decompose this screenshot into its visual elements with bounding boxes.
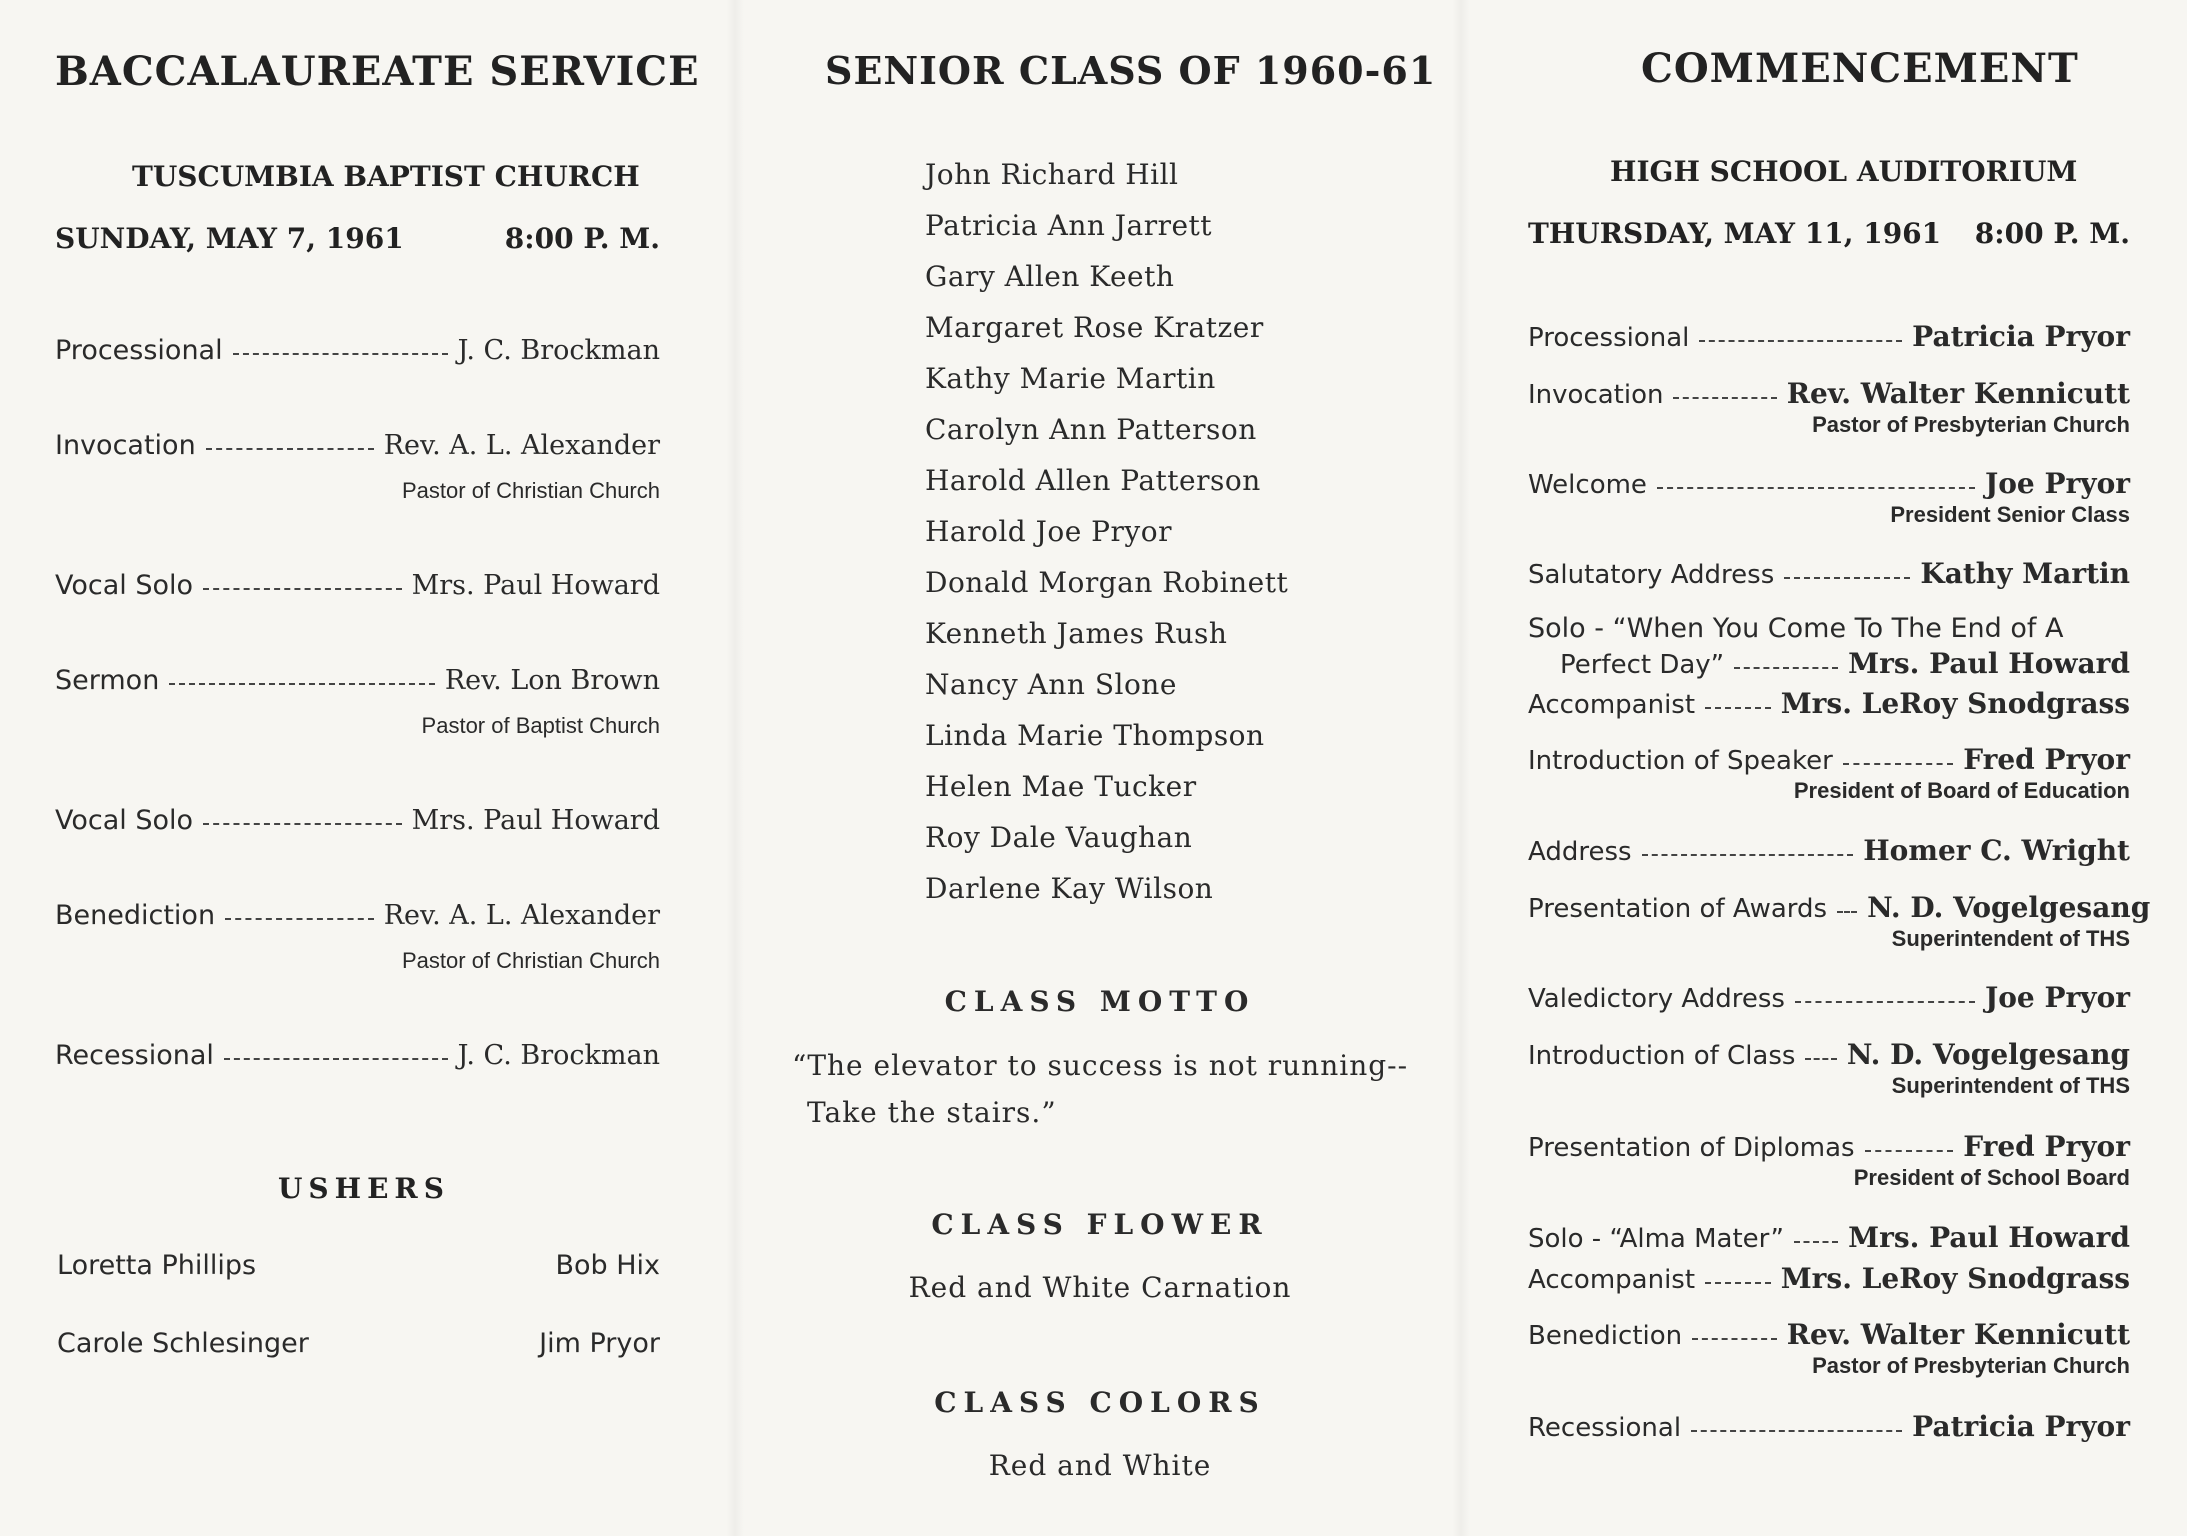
dotted-leader xyxy=(1673,397,1776,399)
dotted-leader xyxy=(1642,854,1854,856)
dotted-leader xyxy=(1865,1150,1954,1152)
dotted-leader xyxy=(1699,340,1902,342)
class-motto-line: “The elevator to success is not running-- xyxy=(792,1049,1409,1082)
class-member: Margaret Rose Kratzer xyxy=(925,311,1264,344)
program-item-person: Kathy Martin xyxy=(1920,557,2130,590)
class-flower-heading: CLASS FLOWER xyxy=(931,1208,1269,1241)
program-item-label: Benediction xyxy=(55,900,216,931)
program-item xyxy=(1528,557,2130,590)
class-colors-heading: CLASS COLORS xyxy=(934,1386,1266,1419)
dotted-leader xyxy=(1784,577,1910,579)
program-item-person: Rev. Walter Kennicutt xyxy=(1786,377,2130,410)
class-member: John Richard Hill xyxy=(925,158,1179,191)
class-member: Carolyn Ann Patterson xyxy=(925,413,1257,446)
program-item xyxy=(1528,320,2130,353)
program-item-label: Introduction of Speaker xyxy=(1528,746,1833,776)
program-item xyxy=(1528,467,2130,500)
program-item-person: Joe Pryor xyxy=(1985,981,2130,1014)
program-item-note: President of Board of Education xyxy=(1793,778,2130,803)
program-item-person: Mrs. Paul Howard xyxy=(411,805,660,836)
dotted-leader xyxy=(1705,707,1771,709)
commencement-venue: HIGH SCHOOL AUDITORIUM xyxy=(1610,155,2078,188)
class-member: Donald Morgan Robinett xyxy=(925,566,1289,599)
ushers-heading: USHERS xyxy=(278,1172,450,1205)
program-item-label: Solo - “Alma Mater” xyxy=(1528,1224,1784,1254)
program-item xyxy=(1528,743,2130,776)
program-item-label: Salutatory Address xyxy=(1528,560,1775,590)
program-item xyxy=(1560,647,2130,680)
class-member: Kathy Marie Martin xyxy=(925,362,1216,395)
dotted-leader xyxy=(225,918,374,920)
program-item-label: Processional xyxy=(1528,323,1690,353)
class-member: Harold Allen Patterson xyxy=(925,464,1261,497)
program-item xyxy=(1528,1130,2130,1163)
program-item xyxy=(55,1040,660,1071)
usher-name: Bob Hix xyxy=(555,1250,660,1281)
program-item-person: Patricia Pryor xyxy=(1912,1410,2130,1443)
dotted-leader xyxy=(1692,1338,1777,1340)
program-item-label: Vocal Solo xyxy=(55,805,194,836)
program-item xyxy=(1528,687,2130,720)
class-member: Harold Joe Pryor xyxy=(925,515,1172,548)
program-item-label: Vocal Solo xyxy=(55,570,194,601)
program-item-label: Benediction xyxy=(1528,1321,1683,1351)
dotted-leader xyxy=(224,1058,448,1060)
program-item xyxy=(1528,1221,2130,1254)
program-item xyxy=(1528,891,2151,924)
class-member: Roy Dale Vaughan xyxy=(925,821,1193,854)
class-member: Nancy Ann Slone xyxy=(925,668,1177,701)
dotted-leader xyxy=(1794,1241,1838,1243)
program-item-person: N. D. Vogelgesang xyxy=(1846,1038,2130,1071)
dotted-leader xyxy=(1734,667,1838,669)
program-item xyxy=(55,430,660,461)
program-item xyxy=(1528,377,2130,410)
class-colors: Red and White xyxy=(988,1449,1212,1482)
program-item-label: Sermon xyxy=(55,665,160,696)
program-item xyxy=(1528,1038,2130,1071)
program-item-label: Invocation xyxy=(55,430,196,461)
program-item-person: J. C. Brockman xyxy=(457,1040,660,1071)
program-item-person: Rev. A. L. Alexander xyxy=(383,430,660,461)
program-item-note: Pastor of Christian Church xyxy=(402,478,660,503)
program-item-person: Rev. A. L. Alexander xyxy=(383,900,660,931)
baccalaureate-venue: TUSCUMBIA BAPTIST CHURCH xyxy=(132,160,640,193)
class-flower: Red and White Carnation xyxy=(908,1271,1292,1304)
program-item-label: Invocation xyxy=(1528,380,1664,410)
dotted-leader xyxy=(233,353,448,355)
program-item-person: Mrs. Paul Howard xyxy=(1848,1221,2130,1254)
class-member: Patricia Ann Jarrett xyxy=(925,209,1213,242)
program-item-person: Mrs. LeRoy Snodgrass xyxy=(1780,687,2130,720)
class-member: Kenneth James Rush xyxy=(925,617,1228,650)
baccalaureate-time: 8:00 P. M. xyxy=(504,222,660,255)
solo-title-line: Solo - “When You Come To The End of A xyxy=(1528,613,2064,644)
program-item-label: Accompanist xyxy=(1528,1265,1696,1295)
baccalaureate-date: SUNDAY, MAY 7, 1961 xyxy=(55,222,404,255)
dotted-leader xyxy=(1657,487,1975,489)
class-motto-line: Take the stairs.” xyxy=(807,1096,1057,1129)
dotted-leader xyxy=(1805,1058,1836,1060)
dotted-leader xyxy=(1843,763,1953,765)
program-item-person: Fred Pryor xyxy=(1963,1130,2130,1163)
program-item xyxy=(1528,834,2130,867)
program-item xyxy=(55,900,660,931)
program-item-person: Mrs. Paul Howard xyxy=(1848,647,2130,680)
program-item-note: Pastor of Christian Church xyxy=(402,948,660,973)
program-item xyxy=(55,570,660,601)
program-item-label: Recessional xyxy=(55,1040,214,1071)
dotted-leader xyxy=(1705,1282,1771,1284)
program-item-note: Pastor of Baptist Church xyxy=(421,713,660,738)
program-item-note: Superintendent of THS xyxy=(1891,1073,2130,1098)
program-item-label: Presentation of Awards xyxy=(1528,894,1828,924)
program-item xyxy=(55,805,660,836)
program-item-note: President Senior Class xyxy=(1890,502,2130,527)
baccalaureate-title: BACCALAUREATE SERVICE xyxy=(55,48,700,95)
program-item-note: Pastor of Presbyterian Church xyxy=(1812,1353,2130,1378)
program-item-label: Accompanist xyxy=(1528,690,1696,720)
dotted-leader xyxy=(203,588,402,590)
program-item-label: Address xyxy=(1528,837,1632,867)
fold-line-left xyxy=(726,0,744,1536)
program-item xyxy=(1528,1318,2130,1351)
class-member: Gary Allen Keeth xyxy=(925,260,1175,293)
program-item-label: Recessional xyxy=(1528,1413,1682,1443)
commencement-date: THURSDAY, MAY 11, 1961 xyxy=(1528,217,1942,250)
program-item-person: Rev. Walter Kennicutt xyxy=(1786,1318,2130,1351)
program-item-person: Joe Pryor xyxy=(1985,467,2130,500)
baccalaureate-dateline xyxy=(55,222,660,255)
program-item-label: Valedictory Address xyxy=(1528,984,1785,1014)
program-item-person: Mrs. LeRoy Snodgrass xyxy=(1780,1262,2130,1295)
dotted-leader xyxy=(1837,911,1857,913)
dotted-leader xyxy=(1691,1430,1902,1432)
usher-name: Jim Pryor xyxy=(539,1328,660,1359)
program-item-note: President of School Board xyxy=(1853,1165,2130,1190)
class-motto-heading: CLASS MOTTO xyxy=(944,985,1256,1018)
program-item-label: Introduction of Class xyxy=(1528,1041,1796,1071)
usher-name: Loretta Phillips xyxy=(57,1250,257,1281)
program-item-person: Patricia Pryor xyxy=(1912,320,2130,353)
program-item-person: Fred Pryor xyxy=(1963,743,2130,776)
program-item xyxy=(55,335,660,366)
class-member: Linda Marie Thompson xyxy=(925,719,1265,752)
dotted-leader xyxy=(203,823,402,825)
program-item xyxy=(1528,1410,2130,1443)
program-item-person: N. D. Vogelgesang xyxy=(1867,891,2151,924)
commencement-dateline xyxy=(1528,217,2130,250)
program-item-person: J. C. Brockman xyxy=(457,335,660,366)
program-item-label: Processional xyxy=(55,335,223,366)
dotted-leader xyxy=(1795,1001,1975,1003)
dotted-leader xyxy=(169,683,435,685)
program-item-note: Pastor of Presbyterian Church xyxy=(1812,412,2130,437)
program-item xyxy=(55,665,660,696)
program-item-note: Superintendent of THS xyxy=(1891,926,2130,951)
class-member: Darlene Kay Wilson xyxy=(925,872,1214,905)
fold-line-right xyxy=(1452,0,1470,1536)
dotted-leader xyxy=(206,448,374,450)
program-item-person: Mrs. Paul Howard xyxy=(411,570,660,601)
program-item-person: Rev. Lon Brown xyxy=(444,665,660,696)
program-item xyxy=(1528,981,2130,1014)
senior-class-title: SENIOR CLASS OF 1960-61 xyxy=(825,48,1437,93)
commencement-title: COMMENCEMENT xyxy=(1641,45,2079,92)
program-item-label: Presentation of Diplomas xyxy=(1528,1133,1855,1163)
commencement-time: 8:00 P. M. xyxy=(1974,217,2130,250)
program-item-person: Homer C. Wright xyxy=(1863,834,2130,867)
class-member: Helen Mae Tucker xyxy=(925,770,1197,803)
usher-name: Carole Schlesinger xyxy=(57,1328,309,1359)
program-item-label: Perfect Day” xyxy=(1560,650,1725,680)
program-item-label: Welcome xyxy=(1528,470,1647,500)
program-item xyxy=(1528,1262,2130,1295)
